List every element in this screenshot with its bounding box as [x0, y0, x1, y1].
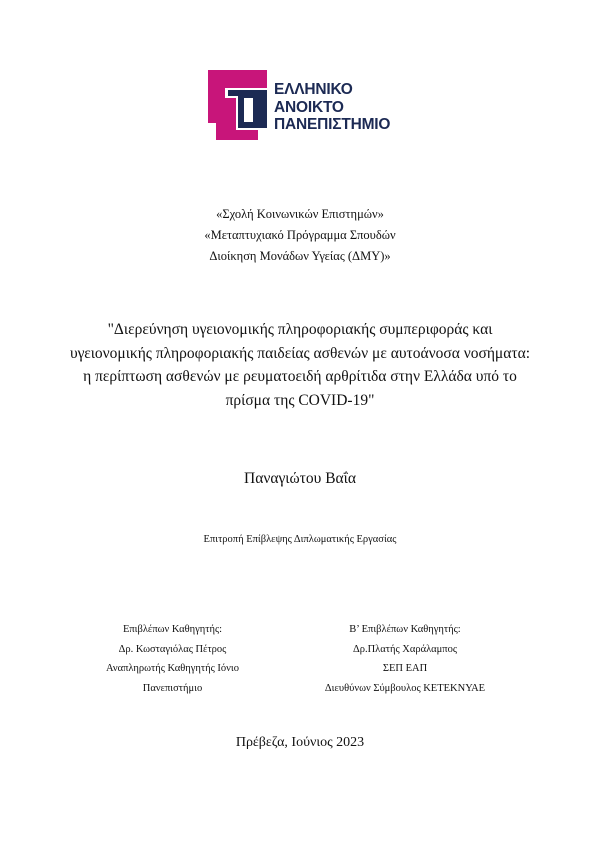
committee-heading: Επιτροπή Επίβλεψης Διπλωματικής Εργασίας: [203, 534, 397, 545]
second-supervisor-name: Δρ.Πλατής Χαράλαμπος: [352, 643, 458, 655]
title-line: υγειονομικής πληροφοριακής παιδείας ασθενών με αυτοάνοσα νοσήματα:: [69, 344, 531, 362]
second-supervisor-role: Β’ Επιβλέπων Καθηγητής:: [349, 624, 461, 635]
logo-line: ΠΑΝΕΠΙΣΤΗΜΙΟ: [274, 116, 391, 133]
title-line: "Διερεύνηση υγειονομικής πληροφοριακής συμπεριφοράς και: [107, 321, 493, 338]
second-supervisor-block: [300, 620, 510, 698]
place-date: Πρέβεζα, Ιούνιος 2023: [235, 735, 365, 750]
second-supervisor-position: Διευθύνων Σύμβουλος ΚΕΤΕΚΝΥΑΕ: [324, 682, 486, 694]
supervisor-institution: Πανεπιστήμιο: [142, 682, 203, 694]
logo-line: ΑΝΟΙΚΤΟ: [274, 98, 344, 116]
second-supervisor-title: ΣΕΠ ΕΑΠ: [382, 663, 428, 674]
thesis-title: [0, 318, 600, 412]
supervisor-block: [80, 620, 265, 698]
school-name: «Σχολή Κοινωνικών Επιστημών»: [216, 207, 384, 221]
university-logo-mark: [206, 68, 272, 142]
author-name: Παναγιώτου Βαΐα: [244, 470, 356, 487]
supervisor-name: Δρ. Κωσταγιόλας Πέτρος: [118, 643, 227, 655]
title-line: πρίσμα της COVID-19": [225, 391, 375, 409]
school-block: [0, 204, 600, 267]
program-specialization: Διοίκηση Μονάδων Υγείας (ΔΜΥ)»: [209, 249, 391, 263]
supervisor-title: Αναπληρωτής Καθηγητής Ιόνιο: [106, 663, 239, 674]
university-logo-text: [274, 81, 390, 134]
supervisor-role: Επιβλέπων Καθηγητής:: [122, 624, 223, 635]
title-line: η περίπτωση ασθενών με ρευματοειδή αρθρίτιδα στην Ελλάδα υπό το: [83, 368, 517, 385]
university-logo: [206, 68, 406, 142]
logo-line: ΕΛΛΗΝΙΚΟ: [274, 81, 353, 98]
program-name: «Μεταπτυχιακό Πρόγραμμα Σπουδών: [204, 228, 396, 242]
